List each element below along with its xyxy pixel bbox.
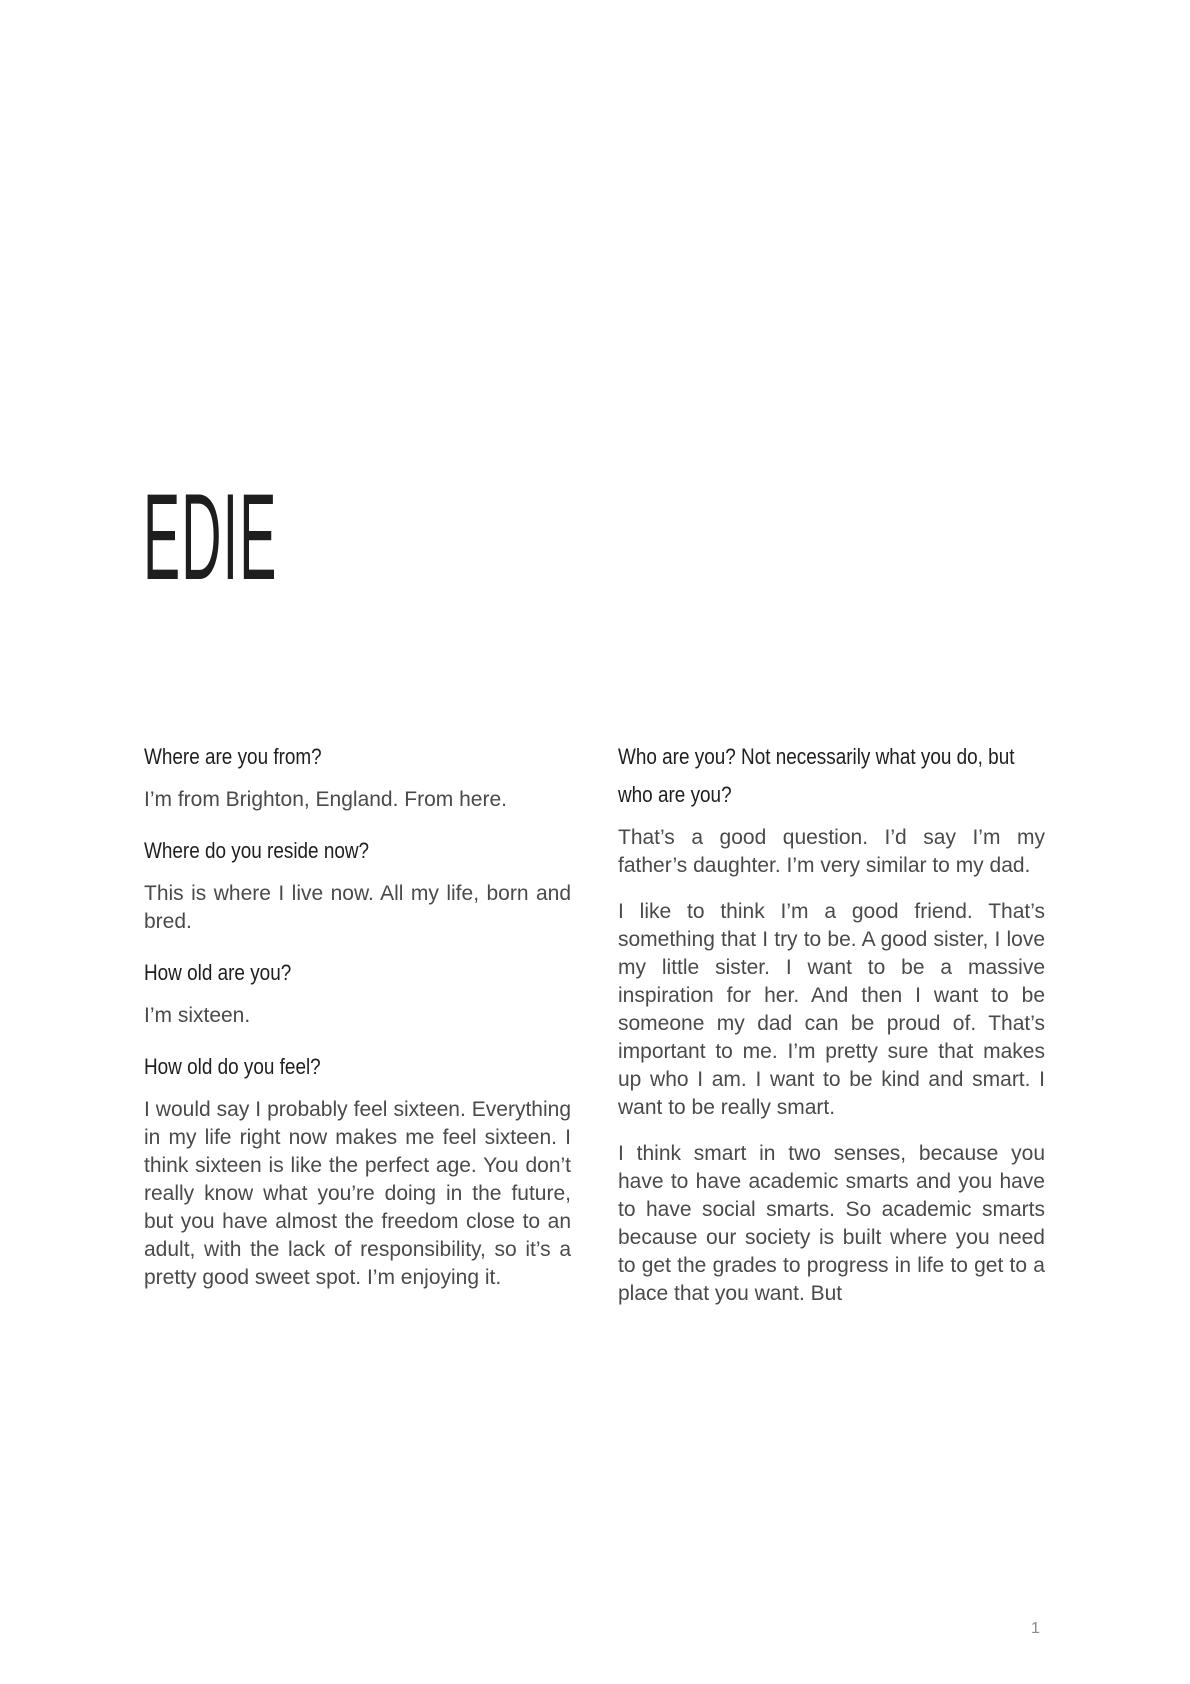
answer-paragraph: I’m from Brighton, England. From here. xyxy=(144,788,507,811)
left-column xyxy=(144,738,571,1292)
answer-paragraph: I think smart in two senses, because you have to have academic smarts and you have to have social smarts. So academic smarts because our society is built where you need to get the grades to progress in life to get to a place that you want. But xyxy=(618,1142,1045,1305)
question-heading: Where do you reside now? xyxy=(144,838,370,863)
question-heading: Who are you? Not necessarily what you do, but who are you? xyxy=(618,744,1015,807)
qa-block xyxy=(618,738,1045,1308)
question-heading: Where are you from? xyxy=(144,744,322,769)
page-number: 1 xyxy=(1031,1620,1040,1637)
answer-paragraph: This is where I live now. All my life, born and bred. xyxy=(144,882,571,933)
page-title: EDIE xyxy=(143,469,278,607)
qa-block xyxy=(144,738,571,814)
answer-paragraph: I’m sixteen. xyxy=(144,1004,251,1027)
answer-paragraph: I like to think I’m a good friend. That’s something that I try to be. A good sister, I love my little sister. I want to be a massive inspiration for her. And then I want to be someone my dad can be proud of. That’s important to me. I’m pretty sure that makes up who I am. I want to be kind and smart. I want to be really smart. xyxy=(618,900,1045,1119)
answer-paragraph: That’s a good question. I’d say I’m my father’s daughter. I’m very similar to my dad. xyxy=(618,826,1045,877)
question-heading: How old do you feel? xyxy=(144,1054,321,1079)
right-column xyxy=(618,738,1045,1308)
qa-block xyxy=(144,1048,571,1292)
answer-paragraph: I would say I probably feel sixteen. Everything in my life right now makes me feel sixteen. I think sixteen is like the perfect age. You don’t really know what you’re doing in the future, but you have almost the freedom close to an adult, with the lack of responsibility, so it’s a pretty good sweet spot. I’m enjoying it. xyxy=(144,1098,571,1289)
qa-block xyxy=(144,954,571,1030)
question-heading: How old are you? xyxy=(144,960,292,985)
qa-block xyxy=(144,832,571,936)
